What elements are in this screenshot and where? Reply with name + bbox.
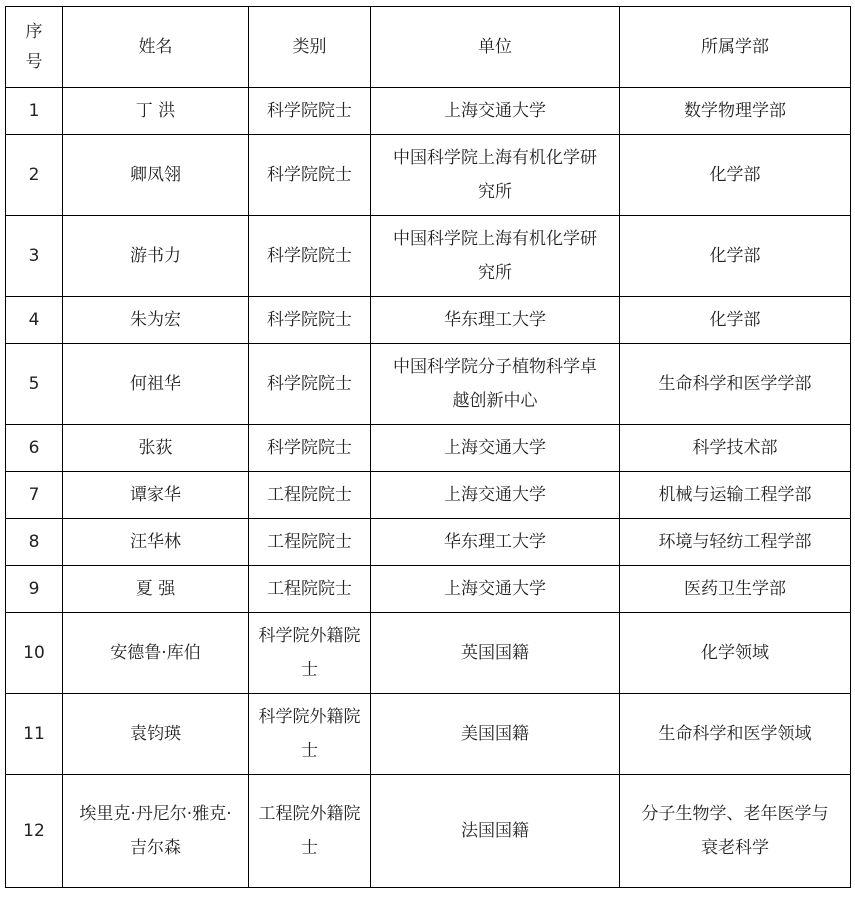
table-row — [6, 519, 851, 566]
cell-division: 生命科学和医学学部 — [620, 344, 851, 425]
cell-division: 环境与轻纺工程学部 — [620, 519, 851, 566]
cell-division: 科学技术部 — [620, 425, 851, 472]
cell-name: 汪华林 — [63, 519, 249, 566]
cell-category: 科学院院士 — [249, 297, 371, 344]
table-row — [6, 297, 851, 344]
header-name: 姓名 — [63, 7, 249, 88]
cell-unit: 美国国籍 — [371, 694, 620, 775]
cell-name: 游书力 — [63, 216, 249, 297]
header-category: 类别 — [249, 7, 371, 88]
cell-unit: 华东理工大学 — [371, 519, 620, 566]
table-header-row — [6, 7, 851, 88]
cell-name: 埃里克·丹尼尔·雅克·吉尔森 — [63, 775, 249, 888]
cell-name: 安德鲁·库伯 — [63, 613, 249, 694]
cell-seq: 9 — [6, 566, 63, 613]
cell-name: 张荻 — [63, 425, 249, 472]
cell-seq: 7 — [6, 472, 63, 519]
header-unit: 单位 — [371, 7, 620, 88]
cell-seq: 5 — [6, 344, 63, 425]
cell-unit: 上海交通大学 — [371, 566, 620, 613]
table-row — [6, 135, 851, 216]
cell-name: 丁 洪 — [63, 88, 249, 135]
cell-category: 工程院院士 — [249, 472, 371, 519]
cell-unit: 上海交通大学 — [371, 472, 620, 519]
cell-division: 化学领域 — [620, 613, 851, 694]
table-row — [6, 216, 851, 297]
cell-unit: 中国科学院上海有机化学研究所 — [371, 135, 620, 216]
cell-unit: 中国科学院上海有机化学研究所 — [371, 216, 620, 297]
cell-name: 谭家华 — [63, 472, 249, 519]
cell-division: 化学部 — [620, 135, 851, 216]
header-division: 所属学部 — [620, 7, 851, 88]
cell-unit: 上海交通大学 — [371, 425, 620, 472]
cell-division: 医药卫生学部 — [620, 566, 851, 613]
cell-unit: 华东理工大学 — [371, 297, 620, 344]
header-seq-line2: 号 — [25, 52, 43, 72]
cell-seq: 10 — [6, 613, 63, 694]
cell-division: 数学物理学部 — [620, 88, 851, 135]
cell-division: 化学部 — [620, 297, 851, 344]
cell-unit: 上海交通大学 — [371, 88, 620, 135]
cell-name: 何祖华 — [63, 344, 249, 425]
cell-seq: 1 — [6, 88, 63, 135]
cell-category: 科学院院士 — [249, 88, 371, 135]
table-row — [6, 613, 851, 694]
cell-category: 科学院院士 — [249, 216, 371, 297]
cell-unit: 法国国籍 — [371, 775, 620, 888]
cell-category: 科学院外籍院士 — [249, 694, 371, 775]
cell-category: 科学院院士 — [249, 425, 371, 472]
cell-division: 生命科学和医学领域 — [620, 694, 851, 775]
cell-seq: 4 — [6, 297, 63, 344]
cell-division: 机械与运输工程学部 — [620, 472, 851, 519]
header-seq-line1: 序 — [25, 22, 43, 42]
table-row — [6, 472, 851, 519]
cell-category: 工程院外籍院士 — [249, 775, 371, 888]
cell-name: 卿凤翎 — [63, 135, 249, 216]
header-seq — [6, 7, 63, 88]
table-row — [6, 88, 851, 135]
cell-division: 分子生物学、老年医学与衰老科学 — [620, 775, 851, 888]
cell-category: 科学院外籍院士 — [249, 613, 371, 694]
cell-category: 科学院院士 — [249, 135, 371, 216]
table-row — [6, 344, 851, 425]
cell-unit: 中国科学院分子植物科学卓越创新中心 — [371, 344, 620, 425]
cell-seq: 6 — [6, 425, 63, 472]
cell-name: 袁钧瑛 — [63, 694, 249, 775]
cell-seq: 11 — [6, 694, 63, 775]
cell-name: 朱为宏 — [63, 297, 249, 344]
cell-category: 科学院院士 — [249, 344, 371, 425]
cell-unit: 英国国籍 — [371, 613, 620, 694]
cell-seq: 8 — [6, 519, 63, 566]
table-row — [6, 775, 851, 888]
cell-seq: 3 — [6, 216, 63, 297]
cell-category: 工程院院士 — [249, 519, 371, 566]
cell-category: 工程院院士 — [249, 566, 371, 613]
table-row — [6, 694, 851, 775]
academician-table — [5, 6, 851, 888]
cell-seq: 12 — [6, 775, 63, 888]
cell-seq: 2 — [6, 135, 63, 216]
cell-division: 化学部 — [620, 216, 851, 297]
cell-name: 夏 强 — [63, 566, 249, 613]
table-row — [6, 425, 851, 472]
table-row — [6, 566, 851, 613]
